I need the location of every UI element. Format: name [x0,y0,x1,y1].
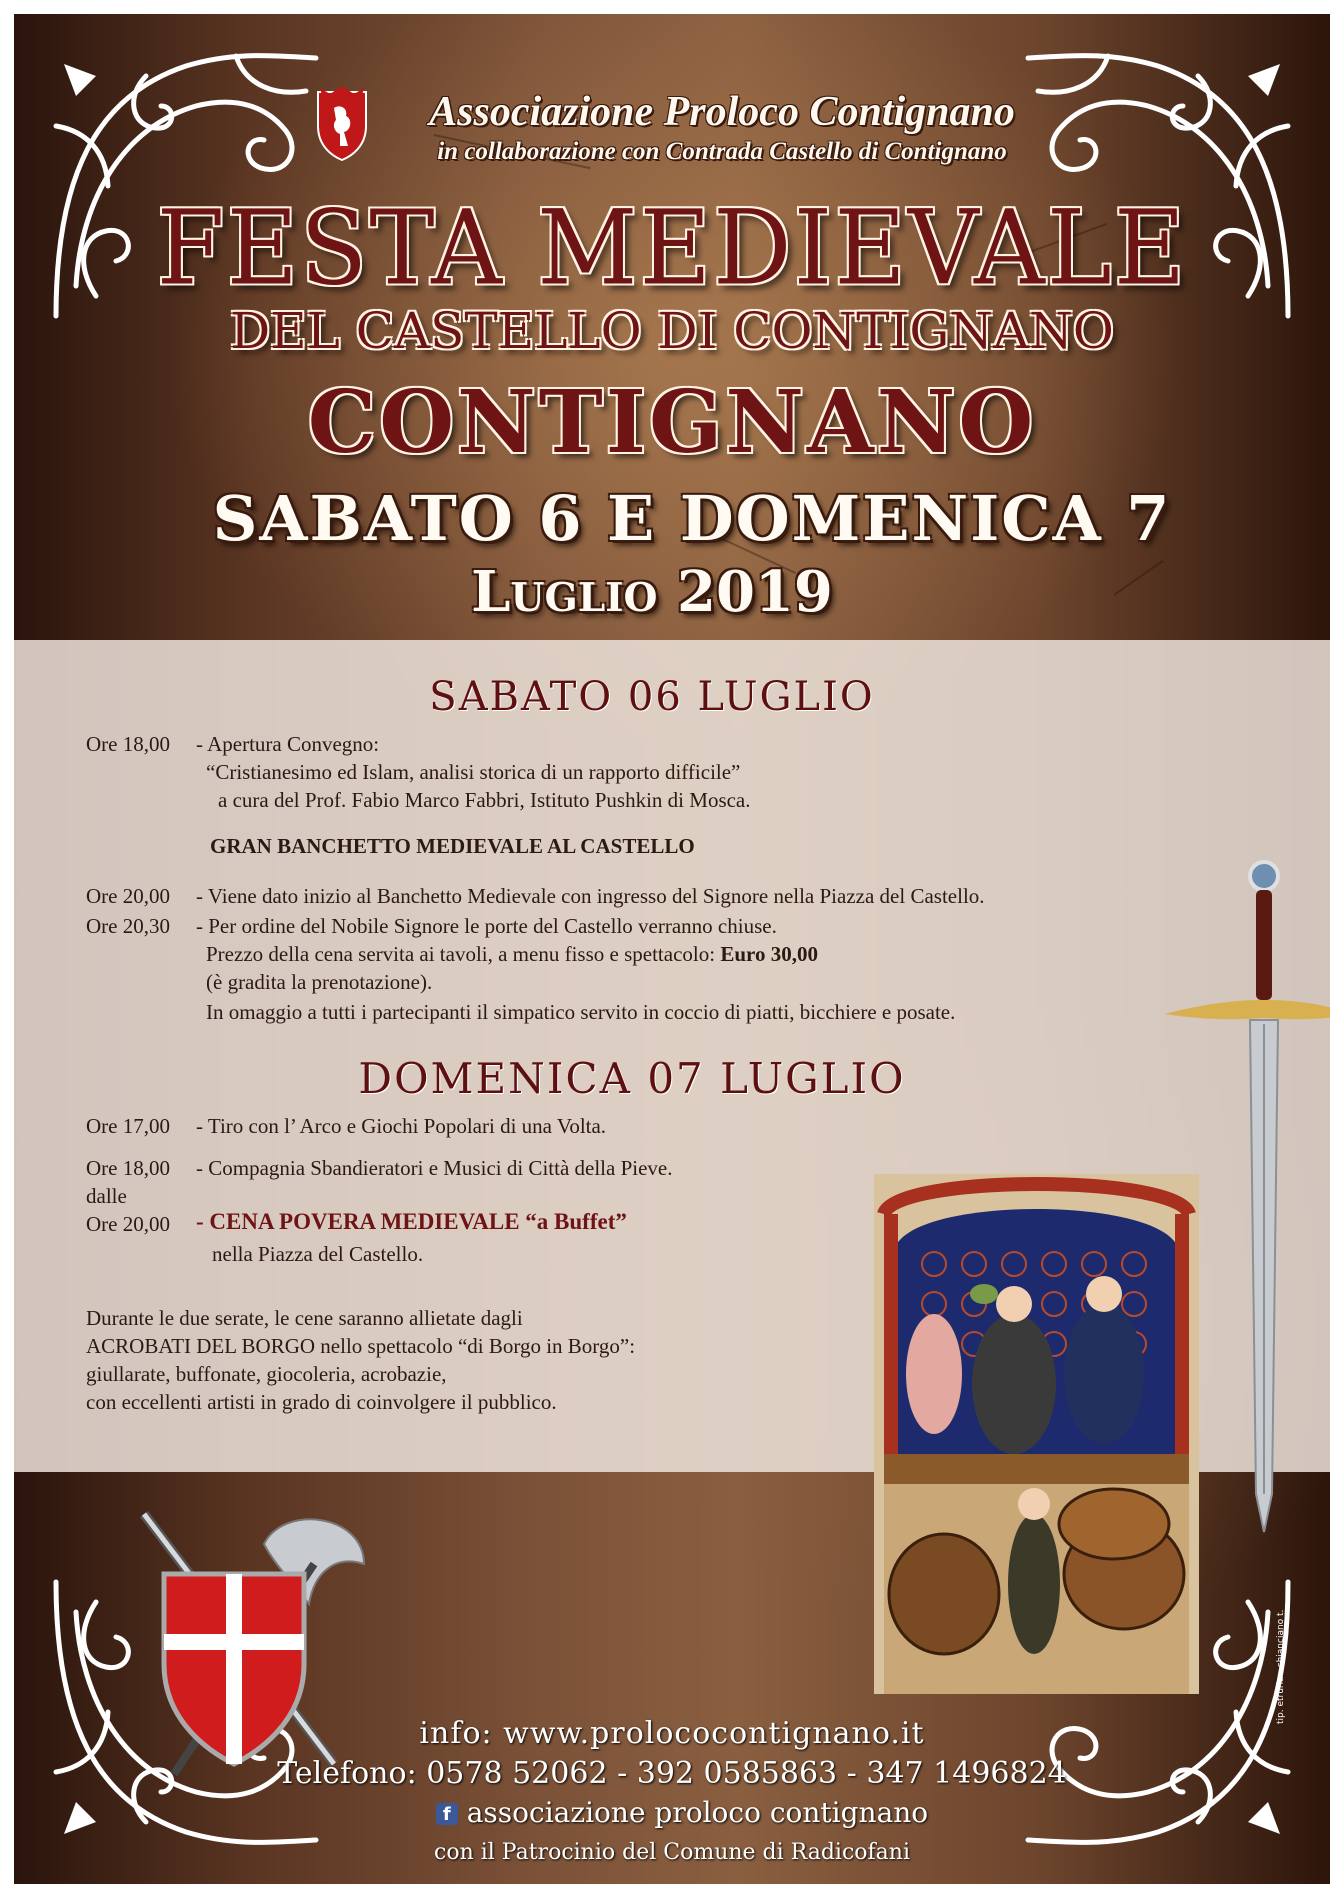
price-line [206,940,818,968]
closing-line1: Durante le due serate, le cene saranno allietate dagli [86,1306,523,1330]
facebook-icon: f [436,1803,458,1825]
title-line3: CONTIGNANO [307,372,1037,473]
item-time: Ore 17,00 [86,1114,170,1138]
sabato-heading: SABATO 06 LUGLIO [429,674,875,720]
booking-note: (è gradita la prenotazione). [206,970,433,994]
item-time: Ore 20,30 [86,914,170,938]
facebook-name: associazione proloco contignano [466,1796,929,1829]
item-time: Ore 18,00 [86,1156,170,1180]
item-desc: - Apertura Convegno: [196,732,380,756]
banquet-heading: GRAN BANCHETTO MEDIEVALE AL CASTELLO [210,834,695,858]
phone-numbers: Telefono: 0578 52062 - 392 0585863 - 347 1496824 [277,1756,1067,1791]
date-line2: Luglio 2019 [471,559,833,625]
domenica-note-dalle: dalle [86,1184,127,1208]
facebook-line [24,1796,1330,1829]
item-time: Ore 20,00 [86,1212,170,1236]
association-name: Associazione Proloco Contignano [429,89,1015,135]
closing-line4: con eccellenti artisti in grado di coinvolgere il pubblico. [86,1390,557,1414]
item-desc: - Viene dato inizio al Banchetto Medievale con ingresso del Signore nella Piazza del Castello. [196,884,985,908]
title-line2: DEL CASTELLO DI CONTIGNANO [230,302,1114,360]
sword-icon [1164,854,1330,1534]
poster [14,14,1330,1884]
closing-line2: ACROBATI DEL BORGO nello spettacolo “di Borgo in Borgo”: [86,1334,636,1358]
date-line1: SABATO 6 E DOMENICA 7 [212,482,1172,555]
sabato-item-1-line2: “Cristianesimo ed Islam, analisi storica di un rapporto difficile” [206,760,741,784]
price-text: Prezzo della cena servita ai tavoli, a menu fisso e spettacolo: [206,942,721,966]
price-value: Euro 30,00 [720,942,818,966]
domenica-heading: DOMENICA 07 LUGLIO [358,1054,906,1103]
info-website: info: www.prolococontignano.it [419,1716,925,1751]
printer-credit: tip. etruria - chianciano t. [1276,1609,1286,1724]
item-desc: - Per ordine del Nobile Signore le porte del Castello verranno chiuse. [196,914,777,938]
item-time: Ore 18,00 [86,732,170,756]
sabato-item-1-line3: a cura del Prof. Fabio Marco Fabbri, Istituto Pushkin di Mosca. [218,788,751,812]
title-line1: FESTA MEDIEVALE [156,189,1188,309]
collaboration-line: in collaborazione con Contrada Castello di Contignano [437,138,1007,165]
domenica-item-3-line2: nella Piazza del Castello. [212,1242,424,1266]
closing-line3: giullarate, buffonate, giocoleria, acrobazie, [86,1362,447,1386]
item-desc: - CENA POVERA MEDIEVALE “a Buffet” [196,1209,627,1234]
patronage-line: con il Patrocinio del Comune di Radicofani [434,1840,910,1865]
item-desc: - Tiro con l’ Arco e Giochi Popolari di una Volta. [196,1114,607,1138]
gift-note: In omaggio a tutti i partecipanti il simpatico servito in coccio di piatti, bicchiere e posate. [206,1000,956,1024]
item-time: Ore 20,00 [86,884,170,908]
medieval-banquet-illustration [874,1174,1199,1694]
item-desc: - Compagnia Sbandieratori e Musici di Città della Pieve. [196,1156,673,1180]
